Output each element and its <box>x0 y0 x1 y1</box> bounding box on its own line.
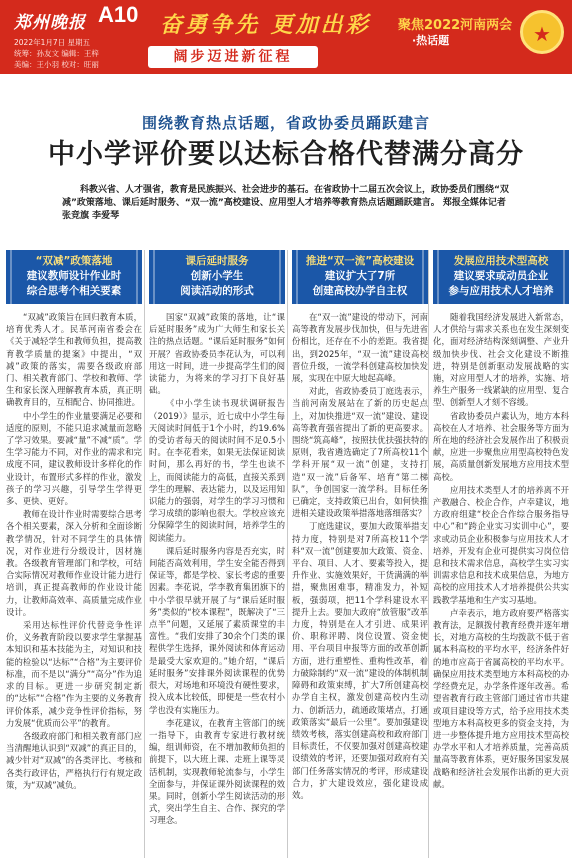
column-heading <box>6 250 142 304</box>
column-subhead: 建议教师设计作业时 <box>26 270 122 282</box>
paragraph: 《中小学生读书现状调研报告（2019）》显示，近七成中小学生每天阅读时间低于1个小时，约19.6%的受访者每天的阅读时间不足0.5小时。在李花看来，如果无法保证阅读时间，那么再好的书，学生也读不上，而阅读能力的高低，直接关系到学生的理解、表达能力，以及运用知识能力的强弱，对学生的学习习惯和学习成绩的影响也很大。学校应该充分保障学生的阅读时间，培养学生的阅读能力。 <box>149 398 285 543</box>
column-body <box>433 311 569 790</box>
column-topic: 推进“双一流”高校建设 <box>305 255 415 267</box>
headline: 中小学评价要以达标合格代替满分高分 <box>48 139 524 170</box>
paragraph: 中小学生的作业量要满足必要和适度的原则，不能只追求减量而忽略了学习效果。要减“量”不减“质”。学生学习能力不同，对作业的需求和完成度不同，建议教师设计多样化的作业设计，布置形式多样的作业，激发孩子的学习兴趣，引导学生学得更多、更快、更好。 <box>6 410 142 507</box>
column-divider <box>144 250 145 858</box>
designer-line: 美编：王小羽 校对：旺丽 <box>14 60 99 69</box>
column-topic: 发展应用技术型高校 <box>453 255 549 267</box>
column-divider <box>428 250 429 858</box>
paragraph: 随着我国经济发展进入新常态，人才供给与需求关系也在发生深刻变化，面对经济结构深刻调整、产业升级加快步伐、社会文化建设不断推进，特别是创新驱动发展战略的实施，对应用型人才的培养，实施、培养生产服务一线紧缺的应用型、复合型、创新型人才刻不容缓。 <box>433 312 569 408</box>
paragraph: 省政协委员卢素认为，地方本科高校在人才培养、社会服务等方面为所在地的经济社会发展作出了积极贡献，应进一步聚焦应用型高校特色发展，高质量创新发展地方应用技术型高校。 <box>433 410 569 482</box>
paragraph: 各级政府部门和相关教育部门应当清醒地认识到“双减”的真正目的，减少针对“双减”的各类评比、考核和各类行政评估，严格执行行有规定政策，为“双减”减负。 <box>6 730 142 790</box>
masthead <box>0 0 572 74</box>
column-heading <box>292 250 428 304</box>
kicker: 围绕教育热点话题，省政协委员踊跃建言 <box>141 114 430 132</box>
column-subhead: 建议扩大了7所 <box>324 270 396 282</box>
paragraph: 对此，省政协委员丁庭选表示，当前河南发展站在了新的历史起点上，对加快推进“双一流”建设、建设高等教育强省提出了新的更高要求。围绕“筑高峰”，按照扶优扶强扶特的原则，我省遴选确定了7所高校11个学科开展“双一流”创建，支持打造“双一流”后备军、培育“第二梯队”，争创国家一流学科。目标任务已确定，支持政策已出台，如何快推进相关建设政策举措落地落细落实？ <box>292 386 428 519</box>
series-title: 聚焦2022河南两会 <box>398 18 513 33</box>
column-subhead: 综合思考个相关要素 <box>26 285 122 297</box>
paragraph: 李花建议，在教育主管部门的统一指导下，由教育专家进行教材统编，组训师资，在不增加教师负担的前提下，以大班上课、走班上课等灵活机制，实现教师轮流参与，小学生全面参与，并保证课外阅读课程的效果。同时，创新小学生阅读活动的形式，突出学生自主、合作、探究的学习理念。 <box>149 717 285 826</box>
date-line: 2022年1月7日 星期五 <box>14 38 91 47</box>
column-after-school-service <box>149 250 285 828</box>
edition-meta <box>14 37 99 70</box>
column-subhead: 创新小学生 <box>190 270 244 282</box>
column-double-reduction <box>6 250 142 792</box>
column-double-first-class <box>292 250 428 802</box>
column-applied-universities <box>433 250 569 791</box>
lead-paragraph: 科教兴省、人才强省，教育是民族振兴、社会进步的基石。在省政协十二届五次会议上，政协委员们围绕“双减”政策落地、课后延时服务、“双一流”高校建设、应用型人才培养等教育热点话题踊跃建言。 郑报全媒体记者 张竞旗 李爱琴 <box>62 185 509 221</box>
paragraph: 国家“双减”政策的落地，让“课后延时服务”成为广大师生和家长关注的热点话题。“课后延时服务”如何开展？省政协委员李花认为，可以利用这一时间，进一步提高学生们的阅读能力，为将来的学习打下良好基础。 <box>149 312 285 396</box>
paragraph: 丁庭选建议，要加大政策举措支持力度，特别是对7所高校11个学科“双一流”创建要加大政策、资金、平台、项目、人才、要素等投入，提升作业、实施效果好，干货满满的举措，聚焦困难事，精准发力，补短板，强弱项，把11个学科建设水平提升上去。要加大政府“放管服”改革力度，特别是在人才引进、成果评价、职称评聘、岗位设置、资金使用、平台项目申报等方面的改革创新方面，进行重塑性、重构性改革，着力破除制约“双一流”建设的体制机制障碍和政策束缚，扩大7所创建高校办学自主权，激发创建高校内生动力、创新活力，疏通政策堵点，打通政策落实“最后一公里”。要加强建设绩效考核，落实创建高校和政府部门目标责任，不仅要加强对创建高校建设绩效的考评，还要加强对政府有关部门任务落实情况的考评，形成建设合力，扩大建设效应，强化建设成效。 <box>292 521 428 800</box>
paragraph: 应用技术类型人才的培养离不开产教融合、校企合作，卢幸建议，地方政府组建“校企合作综合服务指导中心”和“跨企业实习实训中心”，要求或动员企业积极参与应用技术人才培养，开发有企业可提供实习岗位信息和技术需求信息，高校学生实习实训需求信息和技术成果信息，为地方高校的应用技术人才培养提供公共实践教学基地和生产实习基地。 <box>433 484 569 605</box>
column-topic: 课后延时服务 <box>185 255 249 267</box>
paragraph: 采用达标性评价代替竞争性评价，义务教育阶段以要求学生掌握基本知识和基本技能为主，对知识和技能的检验以“达标”“合格”为主要评价标准，而不是以“满分”“高分”作为追求的目标。更进一步研究制定新的“达标”“合格”作为主要的义务教育评价体系，减少竞争性评价指标，努力发展“优质而公平”的教育。 <box>6 620 142 728</box>
column-heading <box>149 250 285 304</box>
paragraph: 课后延时服务内容是否充实，时间能否高效利用，学生安全能否得到保证等，都是学校、家长考虑的重要因素。李花说，学李教育集团旗下的中小学很早就开展了与“课后延时服务”类似的“校本课程”，既解决了“三点半”问题，又延展了素质课堂的丰富性。“我们安排了30余个门类的课程供学生选择，课外阅读和体育运动是最受大家欢迎的。”她介绍，“课后延时服务”安排课外阅读课程的优势很大，对场地和环境没有硬性要求，投入成本比较低，即便是一些农村小学也没有实施压力。 <box>149 545 285 715</box>
slogan: 奋勇争先 更加出彩 <box>160 12 371 38</box>
column-heading <box>433 250 569 304</box>
column-subhead: 参与应用技术人才培养 <box>448 285 554 297</box>
column-body <box>292 311 428 801</box>
column-subhead: 创建高校办学自主权 <box>312 285 408 297</box>
paragraph: 卢幸表示，地方政府要严格落实教育法，足额拨付教育经费并逐年增长，对地方高校的生均拨款不低于省属本科高校的平均水平，经济条件好的地市应高于省属高校的平均水平。确保应用技术类型地方本科高校的办学经费充足，办学条件逐年改善。希望省教育行政主管部门通过省市共建或项目建设等方式，给予应用技术类型地方本科高校更多的资金支持，为进一步整体提升地方应用技术型高校办学水平和人才培养质量，完善高质量高等教育体系，更好服务国家发展战略和经济社会发展作出新的更大贡献。 <box>433 607 569 789</box>
sub-banner: 阔步迈进新征程 <box>148 46 318 68</box>
column-body <box>149 311 285 827</box>
column-subhead: 阅读活动的形式 <box>180 285 254 297</box>
paragraph: 教师在设计作业时需要综合思考各个相关要素，深入分析和全面诊断教学情况，针对不同学生的具体情况，对作业进行分级设计，因材施教。各级教育管理部门和学校，可结合实际情况对教师作业设计能力进行培训，真正提高教师的作业设计能力，让教师高效率、高质量完成作业设计。 <box>6 509 142 617</box>
column-subhead: 建议要求或动员企业 <box>453 270 549 282</box>
column-body <box>6 311 142 791</box>
paragraph: 在“双一流”建设的带动下，河南高等教育发展步伐加快，但与先进省份相比，还存在不小的差距。我省提出，到2025年，“双一流”建设高校晋位升级，一流学科创建高校加快发展，实现在中原大地起高峰。 <box>292 312 428 384</box>
topic-tag: ·热话题 <box>412 34 450 47</box>
column-topic: “双减”政策落地 <box>35 255 113 267</box>
national-emblem-icon: ★ <box>520 10 564 54</box>
editor-line: 统筹：孙友文 编辑：王梓 <box>14 49 99 58</box>
newspaper-name: 郑州晚报 <box>14 13 86 33</box>
page-number: A10 <box>98 2 139 27</box>
column-divider <box>287 250 288 858</box>
paragraph: “双减”政策旨在回归教育本质，培育优秀人才。民革河南省委会在《关于减轻学生和教师负担，提高教育教学质量的提案》中提出，“双减”政策的落实，需要各级政府部门、相关教育部门、学校和教师、学生和家长深入理解教育本质，真正明确教育目的，互相配合、协同推进。 <box>6 312 142 408</box>
